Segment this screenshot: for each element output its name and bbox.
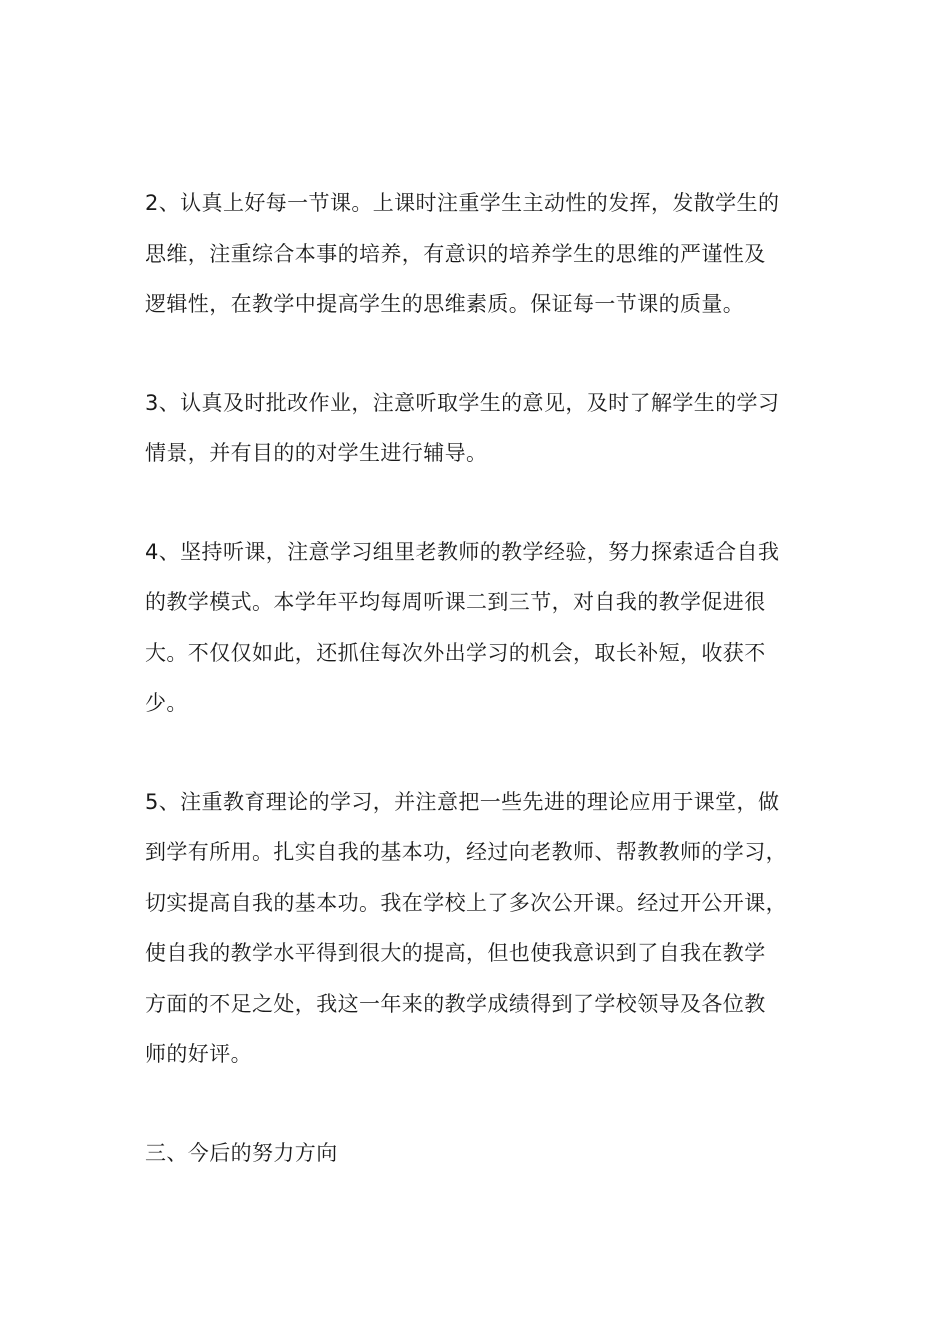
paragraph-item-5	[145, 777, 810, 1080]
text-line: 情景，并有目的的对学生进行辅导。	[145, 441, 488, 465]
text-line: 2、认真上好每一节课。上课时注重学生主动性的发挥，发散学生的	[145, 191, 780, 215]
text-line: 少。	[145, 691, 188, 715]
text-line: 思维，注重综合本事的培养，有意识的培养学生的思维的严谨性及	[145, 241, 766, 266]
text-line: 切实提高自我的基本功。我在学校上了多次公开课。经过开公开课，	[145, 890, 787, 915]
text-line: 到学有所用。扎实自我的基本功，经过向老教师、帮教教师的学习，	[145, 840, 787, 864]
text-line: 3、认真及时批改作业，注意听取学生的意见，及时了解学生的学习	[145, 390, 780, 415]
paragraph-spacer	[145, 479, 810, 527]
text-line: 5、注重教育理论的学习，并注意把一些先进的理论应用于课堂，做	[145, 789, 780, 814]
document-body	[145, 178, 810, 1178]
paragraph-item-2	[145, 178, 810, 330]
text-line: 逻辑性，在教学中提高学生的思维素质。保证每一节课的质量。	[145, 292, 745, 316]
text-line: 方面的不足之处，我这一年来的教学成绩得到了学校领导及各位教	[145, 991, 766, 1016]
text-line: 大。不仅仅如此，还抓住每次外出学习的机会，取长补短，收获不	[145, 640, 766, 665]
paragraph-spacer	[145, 729, 810, 777]
section-heading	[145, 1128, 810, 1179]
paragraph-spacer	[145, 1080, 810, 1128]
text-line: 4、坚持听课，注意学习组里老教师的教学经验，努力探索适合自我	[145, 539, 780, 564]
text-line: 师的好评。	[145, 1042, 252, 1066]
paragraph-spacer	[145, 330, 810, 378]
text-line: 三、今后的努力方向	[145, 1140, 338, 1165]
text-line: 使自我的教学水平得到很大的提高，但也使我意识到了自我在教学	[145, 941, 766, 965]
text-line: 的教学模式。本学年平均每周听课二到三节，对自我的教学促进很	[145, 590, 766, 614]
paragraph-item-4	[145, 527, 810, 729]
paragraph-item-3	[145, 378, 810, 479]
